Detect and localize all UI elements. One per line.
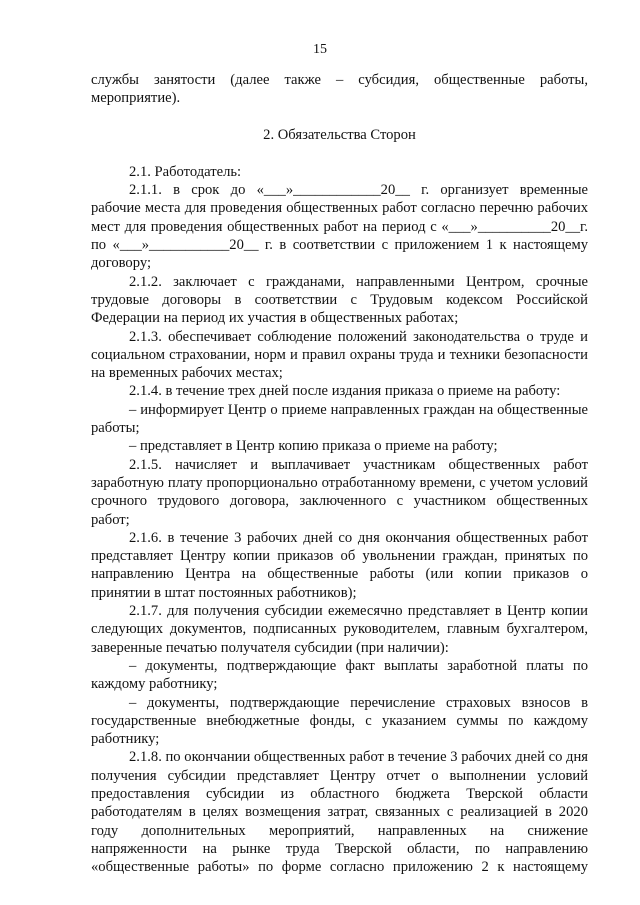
clause-2-1-7-item-1: – документы, подтверждающие факт выплаты заработной платы по каждому работнику; — [91, 657, 588, 693]
clause-2-1-3: 2.1.3. обеспечивает соблюдение положений законодательства о труде и социальном страховании, норм и правил охраны труда и техники безопасности на временных рабочих местах; — [91, 328, 588, 382]
clause-2-1-4: 2.1.4. в течение трех дней после издания приказа о приеме на работу: — [129, 383, 561, 400]
intro-paragraph: службы занятости (далее также – субсидия, общественные работы, мероприятие). — [91, 72, 588, 107]
clause-2-1-1: 2.1.1. в срок до «___»____________20__ г. организует временные рабочие места для проведения общественных работ согласно перечню рабочих мест для проведения общественных работ на период с «___»__________20__г. по «___»___________20__ г. в соответствии с приложением 1 к настоящему договору; — [91, 182, 588, 272]
clause-2-1-8: 2.1.8. по окончании общественных работ в течение 3 рабочих дней со дня получения субсидии представляет Центру отчет о выполнении условий предоставления субсидии из областного бюджета Тверской области работодателям в целях возмещения затрат, связанных с реализацией в 2020 году дополнительных мероприятий, направленных на снижение напряженности на рынке труда Тверской области, по направлению «общественные работы» по форме согласно приложению 2 к настоящему — [91, 749, 588, 876]
section-heading: 2. Обязательства Сторон — [263, 126, 416, 143]
clause-2-1-7-item-2: – документы, подтверждающие перечисление страховых взносов в государственные внебюджетные фонды, с указанием суммы по каждому работнику; — [91, 694, 588, 748]
clause-2-1: 2.1. Работодатель: — [129, 163, 242, 180]
clause-2-1-2: 2.1.2. заключает с гражданами, направленными Центром, срочные трудовые договоры в соответствии с Трудовым кодексом Российской Федерации на период их участия в общественных работах; — [91, 273, 588, 327]
clause-2-1-5: 2.1.5. начисляет и выплачивает участникам общественных работ заработную плату пропорционально отработанному времени, с учетом условий срочного трудового договора, заключенного с участником общественных работ; — [91, 456, 588, 528]
page-number: 15 — [313, 42, 327, 57]
clause-2-1-4-item-2: – представляет в Центр копию приказа о приеме на работу; — [129, 438, 498, 455]
clause-2-1-6: 2.1.6. в течение 3 рабочих дней со дня окончания общественных работ представляет Центру копии приказов об увольнении граждан, принятых по направлению Центра на общественные работы (или копии приказов о принятии в штат постоянных работников); — [91, 529, 588, 601]
clause-2-1-7: 2.1.7. для получения субсидии ежемесячно представляет в Центр копии следующих документов, подписанных руководителем, главным бухгалтером, заверенные печатью получателя субсидии (при наличии): — [91, 603, 588, 656]
clause-2-1-4-item-1: – информирует Центр о приеме направленных граждан на общественные работы; — [91, 401, 588, 437]
document-body — [91, 71, 588, 876]
